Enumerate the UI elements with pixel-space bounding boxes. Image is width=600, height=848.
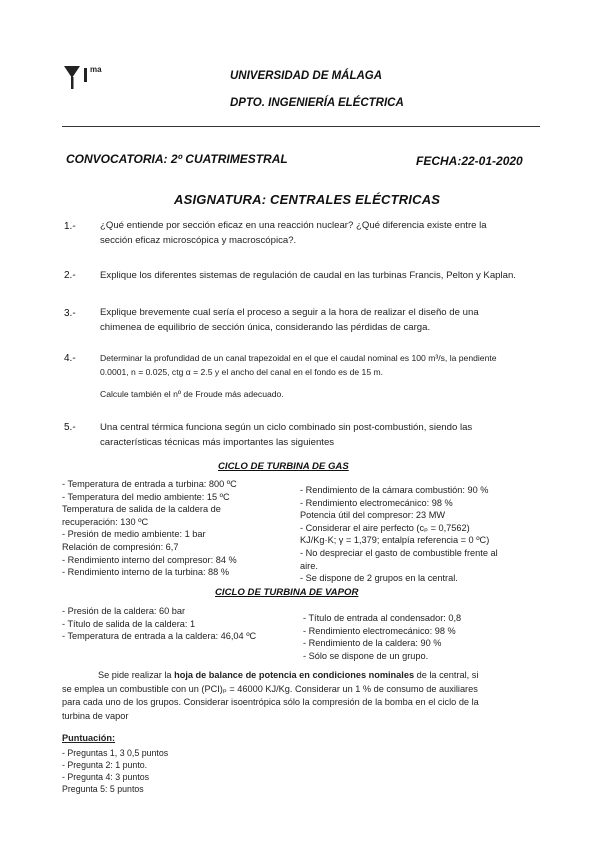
- vapor-cycle-left-list: [62, 605, 256, 643]
- closing-line-1: Se pide realizar la hoja de balance de potencia en condiciones nominales de la central, si: [98, 670, 479, 680]
- question-line: características técnicas más importantes las siguientes: [100, 437, 335, 448]
- list-item: KJ/Kg·K; γ = 1,379; entalpía referencia = 0 ºC): [300, 535, 490, 546]
- list-item: - Temperatura de entrada a la caldera: 46,04 ºC: [62, 631, 257, 642]
- list-item: - Temperatura del medio ambiente: 15 ºC: [62, 491, 230, 502]
- department-name: DPTO. INGENIERÍA ELÉCTRICA: [230, 97, 404, 109]
- uma-logo-icon: [62, 62, 122, 110]
- vapor-cycle-right-list: [303, 612, 461, 662]
- question-1-text: [100, 218, 487, 248]
- question-3-text: [100, 305, 479, 335]
- list-item: - Se dispone de 2 grupos en la central.: [300, 573, 458, 584]
- closing-paragraph: [62, 669, 532, 723]
- question-line: Determinar la profundidad de un canal trapezoidal en el que el caudal nominal es 100 m³/s, la pendiente: [100, 353, 497, 363]
- question-line: sección eficaz microscópica y macroscópica?.: [100, 235, 297, 246]
- question-2-text: [100, 268, 516, 283]
- closing-line-4: turbina de vapor: [62, 710, 129, 721]
- scoring-list: [62, 747, 168, 795]
- exam-convocatoria: CONVOCATORIA: 2º CUATRIMESTRAL: [66, 152, 288, 166]
- question-number: 1.-: [64, 221, 76, 232]
- list-item: - Presión de medio ambiente: 1 bar: [62, 529, 206, 540]
- list-item: - Rendimiento de la cámara combustión: 90 %: [300, 485, 489, 495]
- question-4-text: [100, 351, 497, 401]
- gas-cycle-title: CICLO DE TURBINA DE GAS: [218, 461, 349, 472]
- list-item: Relación de compresión: 6,7: [62, 541, 179, 552]
- question-line: Calcule también el nº de Froude más adecuado.: [100, 389, 284, 399]
- list-item: - Pregunta 4: 3 puntos: [62, 772, 150, 782]
- list-item: - Preguntas 1, 3 0,5 puntos: [62, 748, 169, 758]
- question-line: Una central térmica funciona según un ciclo combinado sin post-combustión, siendo las: [100, 422, 473, 433]
- question-number: 3.-: [64, 308, 76, 319]
- list-item: - No despreciar el gasto de combustible frente al: [300, 547, 498, 558]
- gas-cycle-right-list: [300, 484, 498, 585]
- question-line: chimenea de equilibrio de sección única, considerando las pérdidas de carga.: [100, 322, 431, 333]
- list-item: - Pregunta 2: 1 punto.: [62, 760, 148, 770]
- vapor-cycle-title: CICLO DE TURBINA DE VAPOR: [215, 587, 359, 598]
- list-item: - Título de salida de la caldera: 1: [62, 618, 196, 629]
- university-name: UNIVERSIDAD DE MÁLAGA: [230, 70, 383, 82]
- list-item: - Rendimiento interno del compresor: 84 %: [62, 554, 237, 565]
- question-line: Explique los diferentes sistemas de regulación de caudal en las turbinas Francis, Pelton y Kaplan.: [100, 270, 516, 281]
- list-item: aire.: [300, 560, 318, 571]
- scoring-title: Puntuación:: [62, 733, 116, 743]
- question-5-text: [100, 420, 472, 450]
- question-line: ¿Qué entiende por sección eficaz en una reacción nuclear? ¿Qué diferencia existe entre la: [100, 220, 487, 231]
- list-item: - Rendimiento electromecánico: 98 %: [300, 497, 453, 508]
- list-item: - Título de entrada al condensador: 0,8: [303, 613, 462, 623]
- list-item: Pregunta 5: 5 puntos: [62, 784, 144, 794]
- list-item: - Rendimiento de la caldera: 90 %: [303, 638, 442, 649]
- question-number: 5.-: [64, 422, 76, 433]
- exam-date: FECHA:22-01-2020: [416, 154, 523, 168]
- list-item: Temperatura de salida de la caldera de: [62, 504, 221, 515]
- list-item: - Sólo se dispone de un grupo.: [303, 650, 429, 661]
- emphasis-text: hoja de balance de potencia en condiciones nominales: [174, 670, 415, 680]
- exam-subject: ASIGNATURA: CENTRALES ELÉCTRICAS: [174, 192, 441, 207]
- question-line: 0.0001, n = 0.025, ctg α = 2.5 y el ancho del canal en el fondo es de 15 m.: [100, 367, 384, 377]
- question-line: Explique brevemente cual sería el proceso a seguir a la hora de realizar el diseño de una: [100, 307, 479, 318]
- list-item: Potencia útil del compresor: 23 MW: [300, 510, 446, 521]
- question-number: 4.-: [64, 353, 76, 364]
- gas-cycle-left-list: [62, 478, 237, 579]
- logo-text: ma: [90, 65, 102, 74]
- university-logo: [62, 62, 122, 110]
- list-item: - Rendimiento electromecánico: 98 %: [303, 625, 456, 636]
- header-divider: [62, 126, 540, 127]
- list-item: recuperación: 130 ºC: [62, 516, 149, 527]
- list-item: - Rendimiento interno de la turbina: 88 %: [62, 567, 230, 578]
- closing-line-2: se emplea un combustible con un (PCI)ₚ = 46000 KJ/Kg. Considerar un 1 % de consumo de auxiliares: [62, 683, 478, 694]
- question-number: 2.-: [64, 270, 76, 281]
- list-item: - Temperatura de entrada a turbina: 800 ºC: [62, 479, 237, 489]
- closing-line-3: para cada uno de los grupos. Considerar isoentrópica sólo la compresión de la bomba en el ciclo de la: [62, 697, 479, 708]
- list-item: - Presión de la caldera: 60 bar: [62, 606, 186, 616]
- list-item: - Considerar el aire perfecto (cₚ = 0,7562): [300, 522, 470, 533]
